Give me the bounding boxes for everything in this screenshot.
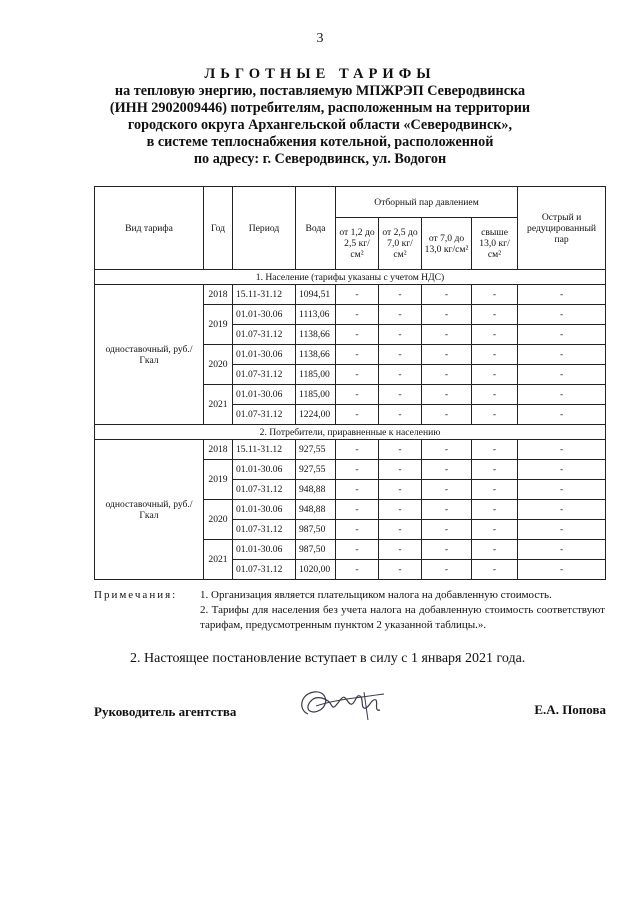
empty-value-cell: - (518, 385, 606, 405)
empty-value-cell: - (518, 285, 606, 305)
water-tariff-cell: 987,50 (296, 540, 336, 560)
empty-value-cell: - (379, 365, 422, 385)
empty-value-cell: - (472, 500, 518, 520)
empty-value-cell: - (379, 305, 422, 325)
heading-line: городского округа Архангельской области «Северодвинск», (127, 117, 513, 133)
water-tariff-cell: 1020,00 (296, 560, 336, 580)
section-title: 1. Население (тарифы указаны с учетом НДС) (95, 270, 606, 285)
period-cell: 01.01-30.06 (233, 540, 296, 560)
year-cell: 2018 (204, 440, 233, 460)
water-tariff-cell: 1138,66 (296, 325, 336, 345)
empty-value-cell: - (422, 325, 472, 345)
empty-value-cell: - (379, 560, 422, 580)
table-row (95, 440, 606, 460)
empty-value-cell: - (379, 405, 422, 425)
empty-value-cell: - (518, 460, 606, 480)
period-cell: 01.07-31.12 (233, 325, 296, 345)
empty-value-cell: - (336, 365, 379, 385)
year-cell: 2018 (204, 285, 233, 305)
empty-value-cell: - (379, 520, 422, 540)
signature-row (94, 702, 606, 732)
empty-value-cell: - (472, 285, 518, 305)
year-cell: 2021 (204, 385, 233, 425)
empty-value-cell: - (336, 285, 379, 305)
empty-value-cell: - (472, 325, 518, 345)
period-cell: 15.11-31.12 (233, 285, 296, 305)
empty-value-cell: - (336, 480, 379, 500)
header-selected-steam: Отборный пар давлением (336, 187, 518, 218)
empty-value-cell: - (379, 385, 422, 405)
empty-value-cell: - (472, 385, 518, 405)
empty-value-cell: - (379, 440, 422, 460)
header-pressure-2: от 2,5 до 7,0 кг/см² (379, 218, 422, 270)
empty-value-cell: - (379, 540, 422, 560)
water-tariff-cell: 948,88 (296, 500, 336, 520)
header-period: Период (233, 187, 296, 270)
heading-line: по адресу: г. Северодвинск, ул. Водогон (193, 151, 447, 167)
empty-value-cell: - (422, 305, 472, 325)
empty-value-cell: - (379, 325, 422, 345)
empty-value-cell: - (472, 540, 518, 560)
water-tariff-cell: 948,88 (296, 480, 336, 500)
empty-value-cell: - (518, 500, 606, 520)
empty-value-cell: - (336, 520, 379, 540)
empty-value-cell: - (518, 440, 606, 460)
header-pressure-4: свыше 13,0 кг/см² (472, 218, 518, 270)
empty-value-cell: - (422, 285, 472, 305)
empty-value-cell: - (422, 365, 472, 385)
period-cell: 01.01-30.06 (233, 385, 296, 405)
header-tariff-type: Вид тарифа (95, 187, 204, 270)
empty-value-cell: - (422, 520, 472, 540)
tariff-table (94, 186, 606, 580)
empty-value-cell: - (422, 540, 472, 560)
empty-value-cell: - (518, 540, 606, 560)
signer-role: Руководитель агентства (94, 704, 237, 719)
empty-value-cell: - (518, 560, 606, 580)
empty-value-cell: - (336, 405, 379, 425)
empty-value-cell: - (336, 325, 379, 345)
year-cell: 2019 (204, 305, 233, 345)
empty-value-cell: - (472, 345, 518, 365)
empty-value-cell: - (336, 345, 379, 365)
empty-value-cell: - (422, 560, 472, 580)
document-heading (60, 66, 580, 168)
year-cell: 2021 (204, 540, 233, 580)
empty-value-cell: - (422, 440, 472, 460)
year-cell: 2020 (204, 345, 233, 385)
empty-value-cell: - (472, 305, 518, 325)
water-tariff-cell: 1224,00 (296, 405, 336, 425)
period-cell: 01.01-30.06 (233, 500, 296, 520)
empty-value-cell: - (518, 520, 606, 540)
empty-value-cell: - (379, 500, 422, 520)
note-1: 1. Организация является плательщиком налога на добавленную стоимость. (200, 589, 552, 601)
empty-value-cell: - (472, 560, 518, 580)
page-number: 3 (316, 31, 324, 46)
empty-value-cell: - (336, 560, 379, 580)
empty-value-cell: - (422, 345, 472, 365)
period-cell: 01.07-31.12 (233, 365, 296, 385)
empty-value-cell: - (379, 460, 422, 480)
empty-value-cell: - (336, 500, 379, 520)
section-title: 2. Потребители, приравненные к населению (95, 425, 606, 440)
header-pressure-3: от 7,0 до 13,0 кг/см² (422, 218, 472, 270)
header-year: Год (204, 187, 233, 270)
water-tariff-cell: 1094,51 (296, 285, 336, 305)
empty-value-cell: - (472, 365, 518, 385)
tariff-type-cell: одноставочный, руб./Гкал (95, 440, 204, 580)
header-sharp-steam: Острый и редуцированный пар (518, 187, 606, 270)
empty-value-cell: - (472, 520, 518, 540)
empty-value-cell: - (518, 345, 606, 365)
empty-value-cell: - (336, 460, 379, 480)
note-2: 2. Тарифы для населения без учета налога на добавленную стоимость соответствуют тарифам, предусмотренным пунктом 2 указанной таблицы.». (200, 604, 605, 631)
water-tariff-cell: 927,55 (296, 440, 336, 460)
water-tariff-cell: 1185,00 (296, 365, 336, 385)
period-cell: 15.11-31.12 (233, 440, 296, 460)
empty-value-cell: - (422, 500, 472, 520)
header-water: Вода (296, 187, 336, 270)
heading-line: (ИНН 2902009446) потребителям, расположенным на территории (109, 100, 531, 116)
empty-value-cell: - (518, 405, 606, 425)
heading-title: ЛЬГОТНЫЕ ТАРИФЫ (204, 66, 436, 82)
period-cell: 01.01-30.06 (233, 345, 296, 365)
empty-value-cell: - (336, 385, 379, 405)
empty-value-cell: - (422, 405, 472, 425)
signer-name: Е.А. Попова (534, 702, 606, 717)
water-tariff-cell: 1113,06 (296, 305, 336, 325)
empty-value-cell: - (518, 480, 606, 500)
period-cell: 01.01-30.06 (233, 460, 296, 480)
handwritten-signature (294, 680, 390, 730)
empty-value-cell: - (472, 405, 518, 425)
heading-line: в системе теплоснабжения котельной, расположенной (146, 134, 494, 150)
water-tariff-cell: 1185,00 (296, 385, 336, 405)
empty-value-cell: - (336, 440, 379, 460)
notes-label: Примечания: (94, 589, 178, 601)
empty-value-cell: - (518, 325, 606, 345)
year-cell: 2020 (204, 500, 233, 540)
empty-value-cell: - (472, 480, 518, 500)
empty-value-cell: - (518, 365, 606, 385)
empty-value-cell: - (336, 540, 379, 560)
water-tariff-cell: 987,50 (296, 520, 336, 540)
empty-value-cell: - (518, 305, 606, 325)
water-tariff-cell: 927,55 (296, 460, 336, 480)
period-cell: 01.07-31.12 (233, 480, 296, 500)
heading-line: на тепловую энергию, поставляемую МПЖРЭП Северодвинска (114, 83, 526, 99)
empty-value-cell: - (472, 440, 518, 460)
empty-value-cell: - (422, 385, 472, 405)
empty-value-cell: - (422, 480, 472, 500)
tariff-type-cell: одноставочный, руб./Гкал (95, 285, 204, 425)
effective-date-clause: 2. Настоящее постановление вступает в силу с 1 января 2021 года. (130, 651, 526, 666)
table-row (95, 285, 606, 305)
period-cell: 01.07-31.12 (233, 520, 296, 540)
empty-value-cell: - (379, 480, 422, 500)
empty-value-cell: - (379, 285, 422, 305)
period-cell: 01.07-31.12 (233, 405, 296, 425)
empty-value-cell: - (379, 345, 422, 365)
empty-value-cell: - (472, 460, 518, 480)
header-pressure-1: от 1,2 до 2,5 кг/см² (336, 218, 379, 270)
empty-value-cell: - (422, 460, 472, 480)
period-cell: 01.07-31.12 (233, 560, 296, 580)
period-cell: 01.01-30.06 (233, 305, 296, 325)
water-tariff-cell: 1138,66 (296, 345, 336, 365)
year-cell: 2019 (204, 460, 233, 500)
empty-value-cell: - (336, 305, 379, 325)
